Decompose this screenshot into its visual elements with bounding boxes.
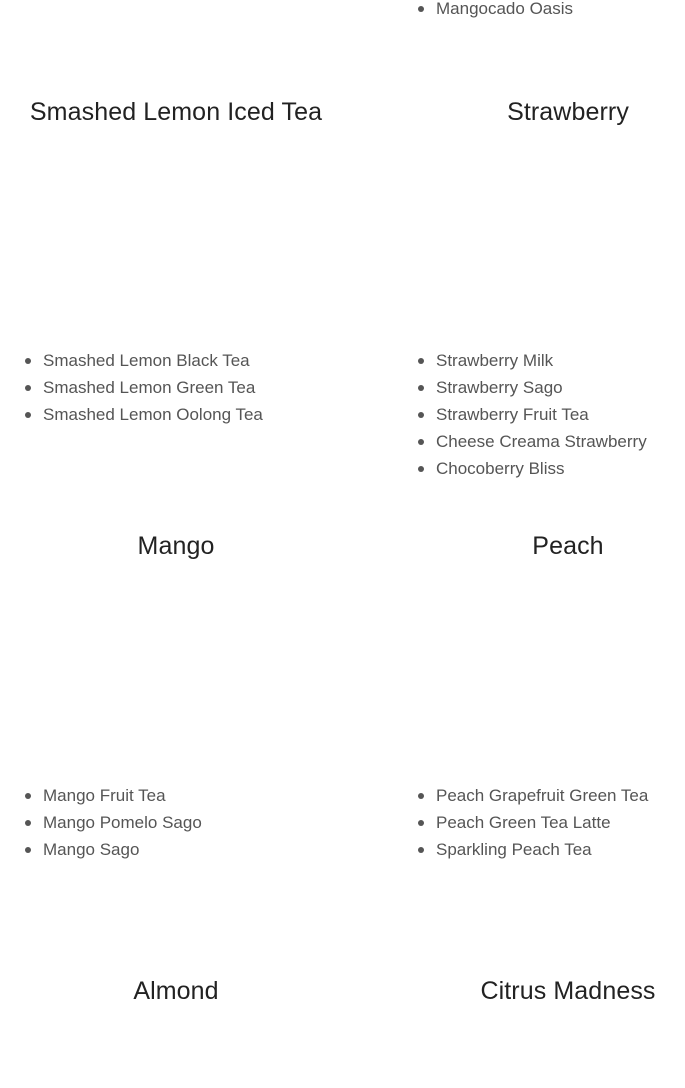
strawberry-item-list [393, 347, 647, 482]
section-heading: Strawberry [507, 98, 629, 126]
section-heading: Mango [137, 532, 215, 560]
list-item: Sparkling Peach Tea [393, 836, 648, 863]
mangocado-item-list [393, 0, 573, 22]
list-item: Peach Grapefruit Green Tea [393, 782, 648, 809]
list-item: Mango Fruit Tea [0, 782, 202, 809]
list-item: Smashed Lemon Oolong Tea [0, 401, 263, 428]
list-item: Chocoberry Bliss [393, 455, 647, 482]
list-item: Peach Green Tea Latte [393, 809, 648, 836]
list-item: Smashed Lemon Green Tea [0, 374, 263, 401]
mango-item-list [0, 782, 202, 863]
list-item: Mango Sago [0, 836, 202, 863]
section-heading: Smashed Lemon Iced Tea [29, 98, 323, 126]
section-heading: Almond [133, 977, 219, 1005]
smashed-lemon-item-list [0, 347, 263, 428]
peach-item-list [393, 782, 648, 863]
section-heading: Peach [532, 532, 604, 560]
list-item: Smashed Lemon Black Tea [0, 347, 263, 374]
list-item: Cheese Creama Strawberry [393, 428, 647, 455]
section-heading: Citrus Madness [480, 977, 656, 1005]
list-item: Mango Pomelo Sago [0, 809, 202, 836]
list-item: Strawberry Fruit Tea [393, 401, 647, 428]
list-item: Strawberry Sago [393, 374, 647, 401]
list-item: Strawberry Milk [393, 347, 647, 374]
list-item: Mangocado Oasis [393, 0, 573, 22]
